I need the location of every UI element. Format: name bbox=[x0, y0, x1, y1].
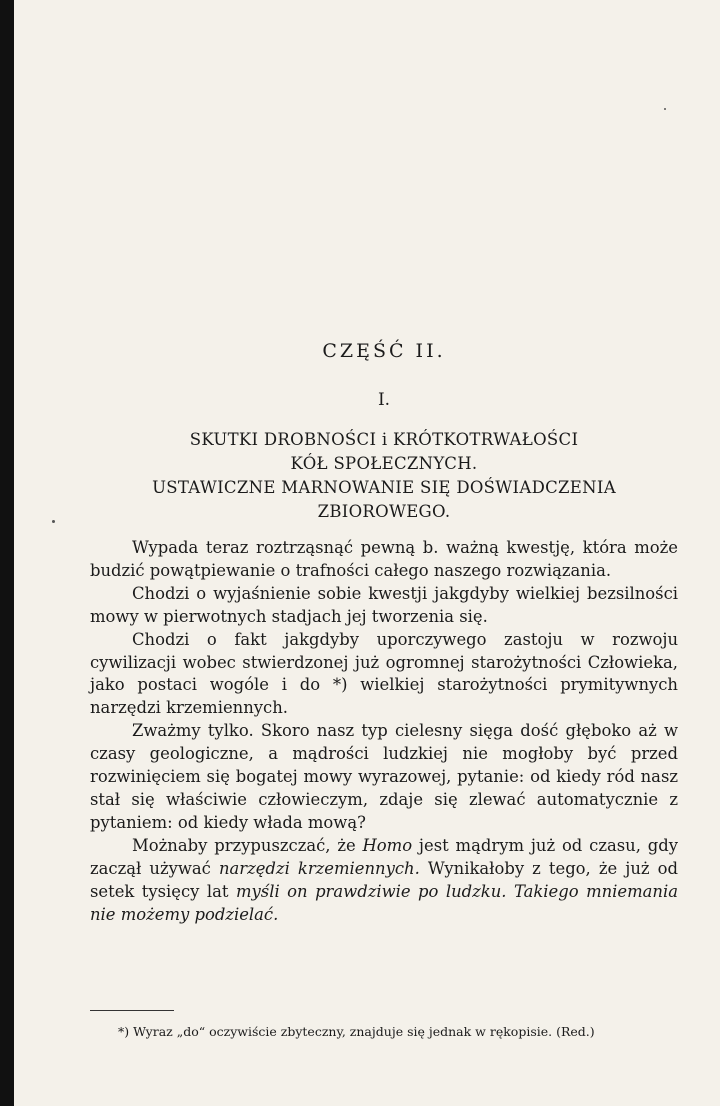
italic-run: myśli on prawdziwie po ludzku. Takiego mniemania nie możemy podzielać. bbox=[90, 881, 679, 924]
paragraph: Chodzi o fakt jakgdyby uporczywego zastoju w rozwoju cywilizacji wobec stwierdzonej już ogromnej starożytności Człowieka, jako postaci wogóle i do *) wielkiej starożytności prymitywnych narzędzi krzemiennych. bbox=[90, 629, 678, 718]
print-speck bbox=[52, 520, 55, 523]
chapter-heading-line: USTAWICZNE MARNOWANIE SIĘ DOŚWIADCZENIA bbox=[152, 478, 616, 497]
paragraph: Zważmy tylko. Skoro nasz typ cielesny sięga dość głęboko aż w czasy geologiczne, a mądrości ludzkiej nie mogłoby być przed rozwinięciem się bogatej mowy wyrazowej, pytanie: od kiedy ród nasz stał się właściwie człowieczym, zdaje się zlewać automatycznie z pytaniem: od kiedy włada mową? bbox=[90, 721, 678, 832]
italic-run: narzędzi krzemiennych. bbox=[218, 858, 420, 878]
text-run: jest mądrym już od czasu, gdy zaczął używać bbox=[90, 835, 678, 878]
paragraph: Chodzi o wyjaśnienie sobie kwestji jakgdyby wielkiej bezsilności mowy w pierwotnych stadjach jej tworzenia się. bbox=[90, 583, 678, 626]
text-run: Możnaby przypuszczać, że bbox=[132, 835, 363, 855]
chapter-number: I. bbox=[377, 390, 391, 410]
part-title: CZĘŚĆ II. bbox=[322, 340, 446, 362]
footnote bbox=[90, 1022, 678, 1042]
footnote-rule bbox=[90, 1010, 174, 1011]
page bbox=[90, 0, 678, 1106]
footnote-text: *) Wyraz „do“ oczywiście zbyteczny, znajduje się jednak w rękopisie. (Red.) bbox=[118, 1024, 595, 1039]
paragraph bbox=[90, 835, 678, 927]
chapter-heading-line: KÓŁ SPOŁECZNYCH. bbox=[290, 454, 478, 473]
chapter-heading-line: SKUTKI DROBNOŚCI i KRÓTKOTRWAŁOŚCI bbox=[189, 430, 579, 449]
paragraph: Wypada teraz roztrząsnąć pewną b. ważną kwestję, która może budzić powątpiewanie o trafności całego naszego rozwiązania. bbox=[90, 538, 678, 580]
chapter-heading bbox=[90, 428, 678, 524]
text-run: Wynikałoby z tego, że już od setek tysięcy lat bbox=[90, 858, 679, 901]
body-text bbox=[90, 537, 678, 926]
print-speck bbox=[664, 108, 666, 110]
book-spine-shadow bbox=[0, 0, 14, 1106]
chapter-heading-line: ZBIOROWEGO. bbox=[317, 502, 451, 521]
italic-run: Homo bbox=[362, 835, 413, 855]
